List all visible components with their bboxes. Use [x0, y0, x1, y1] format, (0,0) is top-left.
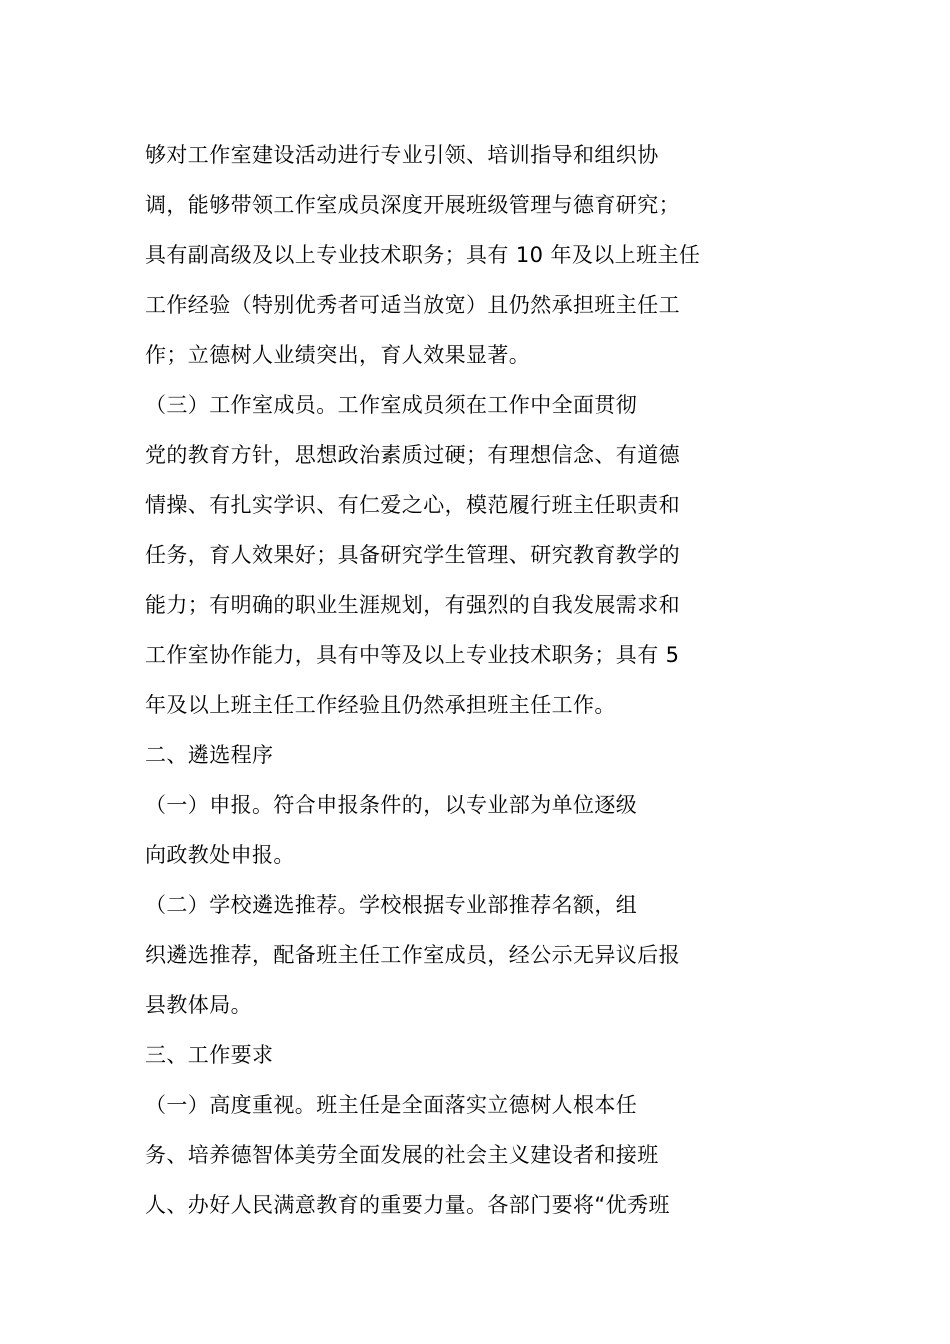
section-heading: 二、遴选程序: [145, 743, 274, 767]
document-body: [145, 130, 735, 1230]
text-line: 够对工作室建设活动进行专业引领、培训指导和组织协: [145, 143, 659, 167]
text-line: （一）高度重视。班主任是全面落实立德树人根本任: [145, 1093, 638, 1117]
text-line: （一）申报。符合申报条件的，以专业部为单位逐级: [145, 793, 638, 817]
text-line: 工作室协作能力，具有中等及以上专业技术职务；具有 5: [145, 643, 680, 667]
text-line: 调，能够带领工作室成员深度开展班级管理与德育研究；: [145, 193, 680, 217]
text-line: 情操、有扎实学识、有仁爱之心，模范履行班主任职责和: [145, 493, 680, 517]
text-line: 年及以上班主任工作经验且仍然承担班主任工作。: [145, 693, 616, 717]
text-line: 具有副高级及以上专业技术职务；具有 10 年及以上班主任: [145, 243, 701, 267]
text-line: 党的教育方针，思想政治素质过硬；有理想信念、有道德: [145, 443, 680, 467]
text-line: 工作经验（特别优秀者可适当放宽）且仍然承担班主任工: [145, 293, 680, 317]
section-heading: 三、工作要求: [145, 1043, 274, 1067]
text-line: 向政教处申报。: [145, 843, 295, 867]
text-line: 织遴选推荐，配备班主任工作室成员，经公示无异议后报: [145, 943, 680, 967]
text-line: 人、办好人民满意教育的重要力量。各部门要将“优秀班: [145, 1193, 670, 1217]
text-line: （二）学校遴选推荐。学校根据专业部推荐名额，组: [145, 893, 638, 917]
text-line: 县教体局。: [145, 993, 252, 1017]
text-line: （三）工作室成员。工作室成员须在工作中全面贯彻: [145, 393, 638, 417]
text-line: 任务，育人效果好；具备研究学生管理、研究教育教学的: [145, 543, 680, 567]
text-line: 作；立德树人业绩突出，育人效果显著。: [145, 343, 531, 367]
text-line: 务、培养德智体美劳全面发展的社会主义建设者和接班: [145, 1143, 659, 1167]
text-line: 能力；有明确的职业生涯规划，有强烈的自我发展需求和: [145, 593, 680, 617]
